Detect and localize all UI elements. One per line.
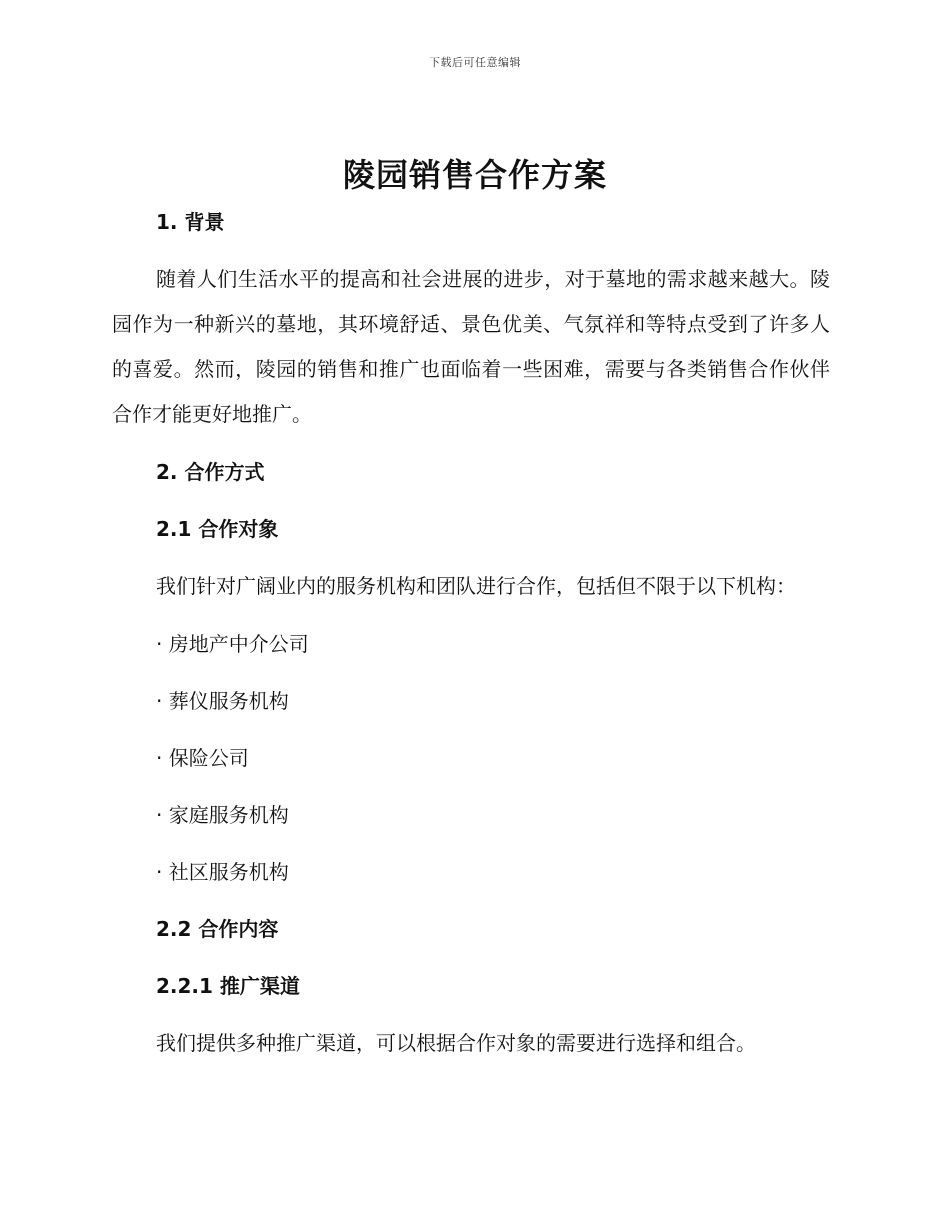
subsection-heading-content: 2.2 合作内容 bbox=[156, 917, 279, 941]
list-item: · 房地产中介公司 bbox=[156, 632, 309, 656]
background-paragraph: 随着人们生活水平的提高和社会进展的进步，对于墓地的需求越来越大。陵园作为一种新兴的墓地，其环境舒适、景色优美、气氛祥和等特点受到了许多人的喜爱。然而，陵园的销售和推广也面临着一些困难，需要与各类销售合作伙伴合作才能更好地推广。 bbox=[112, 267, 830, 426]
header-note: 下载后可任意编辑 bbox=[429, 56, 521, 69]
targets-paragraph: 我们针对广阔业内的服务机构和团队进行合作，包括但不限于以下机构： bbox=[156, 574, 796, 598]
list-item: · 葬仪服务机构 bbox=[156, 689, 289, 713]
list-item: · 保险公司 bbox=[156, 746, 249, 770]
document-body bbox=[112, 200, 830, 1066]
subsection-heading-targets: 2.1 合作对象 bbox=[156, 517, 279, 541]
list-item: · 社区服务机构 bbox=[156, 860, 289, 884]
channels-paragraph: 我们提供多种推广渠道，可以根据合作对象的需要进行选择和组合。 bbox=[156, 1031, 756, 1055]
section-heading-cooperation: 2. 合作方式 bbox=[156, 460, 265, 484]
section-heading-background: 1. 背景 bbox=[156, 210, 225, 234]
document-title: 陵园销售合作方案 bbox=[342, 156, 607, 194]
list-item: · 家庭服务机构 bbox=[156, 803, 289, 827]
subsection-heading-channels: 2.2.1 推广渠道 bbox=[156, 974, 300, 998]
